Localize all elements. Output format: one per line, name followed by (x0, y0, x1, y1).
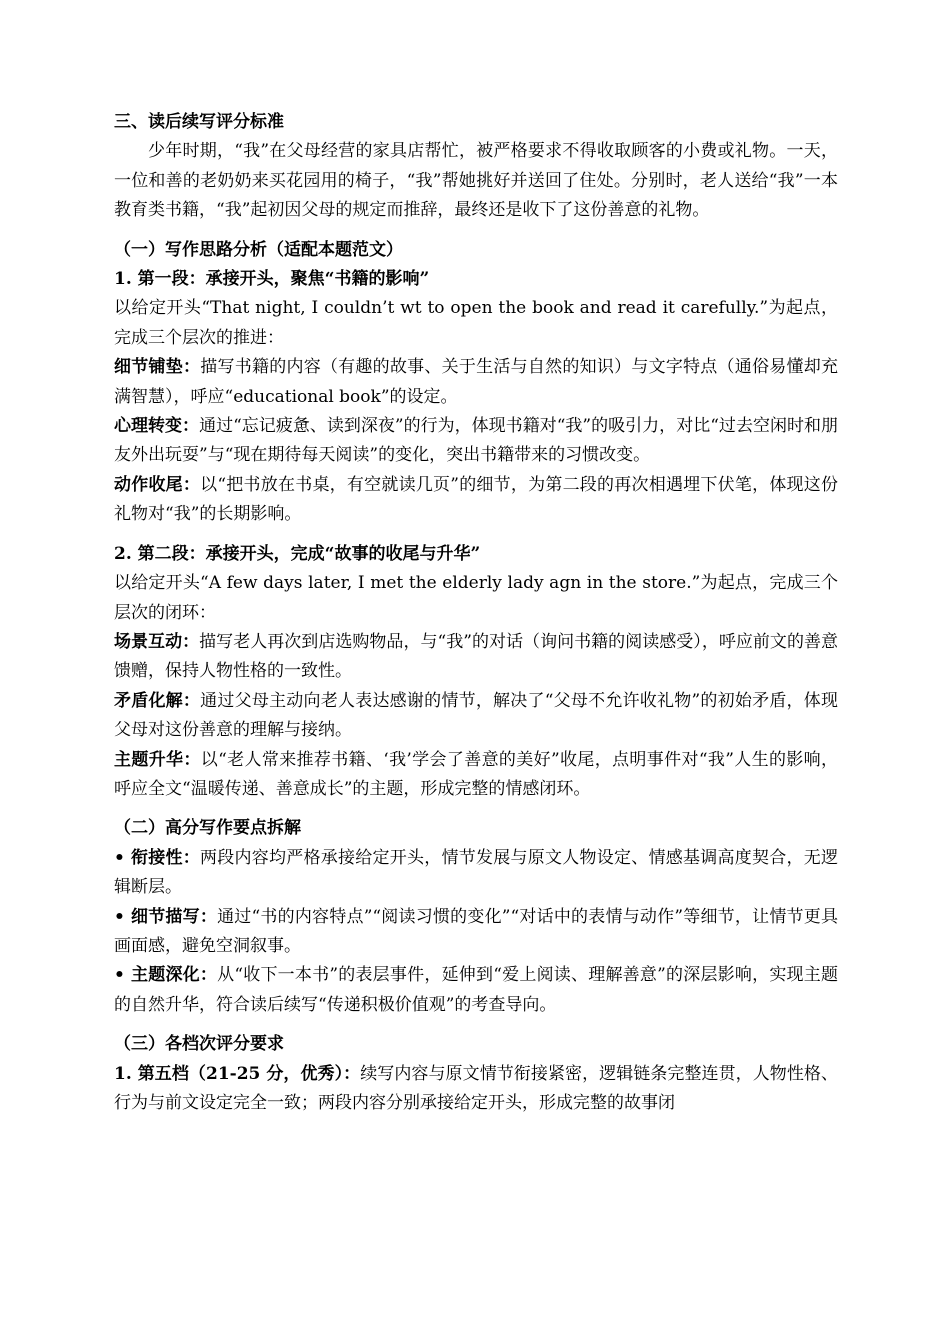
story-summary: 少年时期，“我”在父母经营的家具店帮忙，被严格要求不得收取顾客的小费或礼物。一天，一位和善的老奶奶来买花园用的椅子，“我”帮她挑好并送回了住处。分别时，老人送给“我”一本教育类书籍，“我”起初因父母的规定而推辞，最终还是收下了这份善意的礼物。 (114, 141, 838, 221)
item-text: 描写书籍的内容（有趣的故事、关于生活与自然的知识）与文字特点（通俗易懂却充满智慧），呼应“educational book”的设定。 (114, 357, 839, 407)
document-page (114, 108, 838, 1118)
list-item (114, 687, 838, 746)
list-item (114, 746, 838, 805)
list-item (114, 353, 838, 412)
item-text: 通过父母主动向老人表达感谢的情节，解决了“父母不允许收礼物”的初始矛盾，体现父母对这份善意的理解与接纳。 (114, 690, 839, 741)
list-item (114, 412, 838, 471)
document-title: 三、读后续写评分标准 (114, 112, 284, 132)
item-text: 通过“书的内容特点”“阅读习惯的变化”“对话中的表情与动作”等细节，让情节更具画面感，避免空洞叙事。 (114, 906, 838, 956)
list-item (114, 1060, 838, 1119)
section-3-heading: （三）各档次评分要求 (114, 1034, 284, 1055)
item-lead: 1. 第五档（21-25 分，优秀）： (114, 1063, 361, 1084)
paragraph-1-intro: 以给定开头“That night, I couldn’t wt to open the book and read it carefully.”为起点，完成三个层次的推进： (114, 298, 838, 348)
item-lead: 细节铺垫： (114, 357, 201, 378)
item-lead: • 衔接性： (114, 847, 201, 868)
item-text: 以“把书放在书桌，有空就读几页”的细节，为第二段的再次相遇埋下伏笔，体现这份礼物对“我”的长期影响。 (114, 474, 839, 525)
item-lead: 心理转变： (114, 416, 200, 437)
item-lead: • 主题深化： (114, 965, 218, 986)
item-text: 描写老人再次到店选购物品，与“我”的对话（询问书籍的阅读感受），呼应前文的善意馈赠，保持人物性格的一致性。 (114, 631, 839, 682)
paragraph-1-heading: 1. 第一段：承接开头，聚焦“书籍的影响” (114, 269, 430, 290)
list-item (114, 961, 838, 1020)
paragraph-2-intro: 以给定开头“A few days later, I met the elderly lady agn in the store.”为起点，完成三个层次的闭环： (114, 573, 838, 623)
paragraph-2-heading: 2. 第二段：承接开头，完成“故事的收尾与升华” (114, 543, 481, 564)
list-item (114, 471, 838, 530)
item-text: 从“收下一本书”的表层事件，延伸到“爱上阅读、理解善意”的深层影响，实现主题的自然升华，符合读后续写“传递积极价值观”的考查导向。 (114, 965, 838, 1015)
item-text: 通过“忘记疲惫、读到深夜”的行为，体现书籍对“我”的吸引力，对比“过去空闲时和朋友外出玩耍”与“现在期待每天阅读”的变化，突出书籍带来的习惯改变。 (114, 416, 839, 466)
item-text: 以“老人常来推荐书籍、‘我’学会了善意的美好”收尾，点明事件对“我”人生的影响，呼应全文“温暖传递、善意成长”的主题，形成完整的情感闭环。 (114, 749, 839, 799)
list-item (114, 628, 838, 687)
item-lead: 场景互动： (114, 631, 200, 652)
item-lead: 动作收尾： (114, 474, 201, 495)
list-item (114, 903, 838, 962)
item-text: 两段内容均严格承接给定开头，情节发展与原文人物设定、情感基调高度契合，无逻辑断层。 (114, 847, 838, 898)
section-1-heading: （一）写作思路分析（适配本题范文） (114, 239, 403, 260)
item-lead: 主题升华： (114, 749, 201, 770)
item-text: 续写内容与原文情节衔接紧密，逻辑链条完整连贯，人物性格、行为与前文设定完全一致；两段内容分别承接给定开头，形成完整的故事闭 (114, 1063, 838, 1113)
section-2-heading: （二）高分写作要点拆解 (114, 818, 301, 839)
item-lead: • 细节描写： (114, 906, 218, 927)
item-lead: 矛盾化解： (114, 690, 201, 711)
list-item (114, 844, 838, 903)
